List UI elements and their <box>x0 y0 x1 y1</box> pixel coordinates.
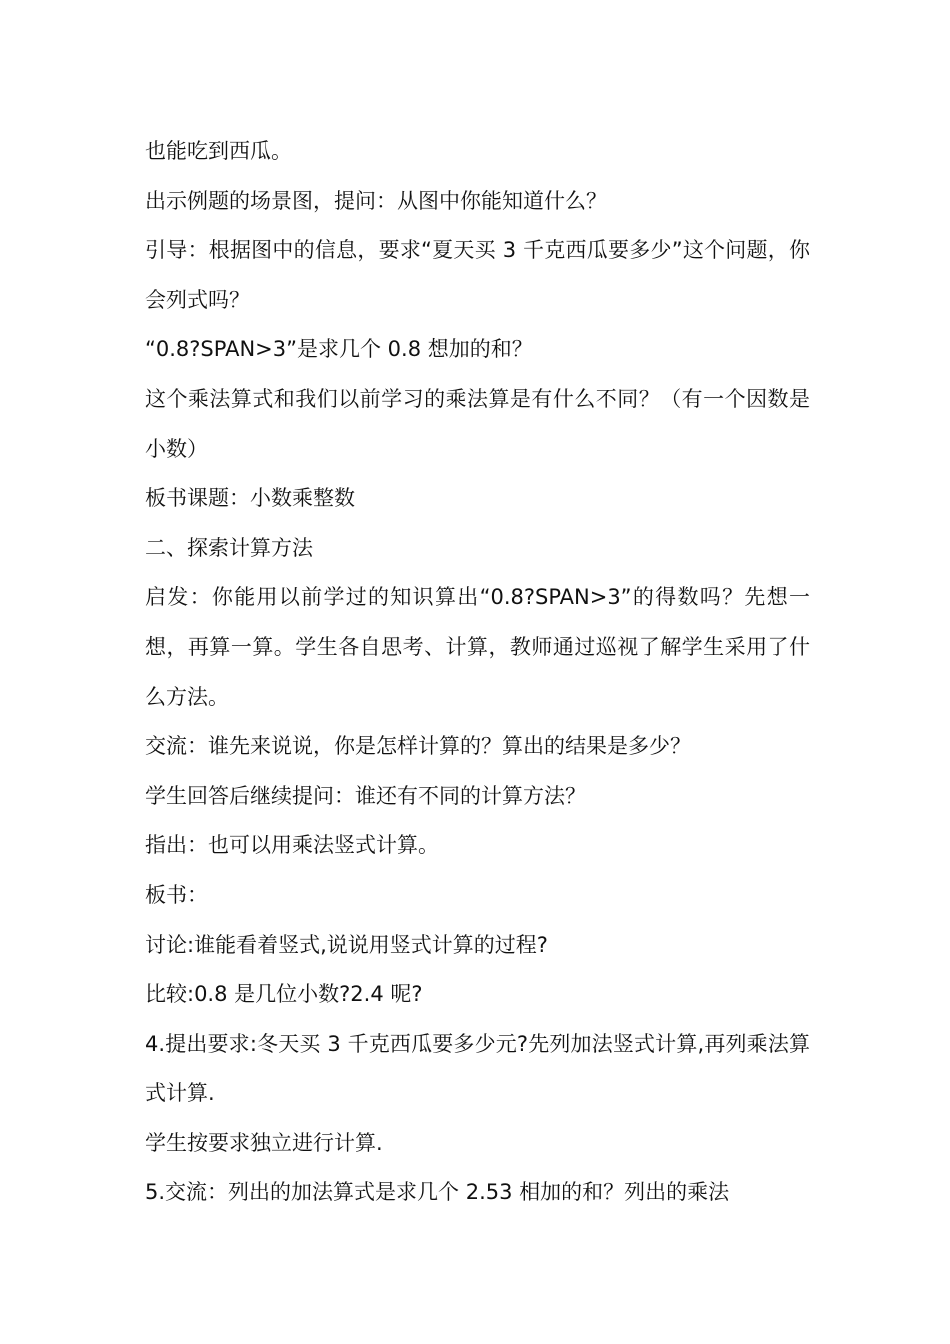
paragraph-16: 学生按要求独立进行计算. <box>145 1130 383 1155</box>
document-page <box>145 127 810 1218</box>
paragraph-11: 指出：也可以用乘法竖式计算。 <box>145 833 439 858</box>
paragraph-15: 4.提出要求:冬天买 3 千克西瓜要多少元?先列加法竖式计算,再列乘法算式计算. <box>145 1031 810 1106</box>
paragraph-12: 板书： <box>145 882 208 907</box>
paragraph-4: “0.8?SPAN>3”是求几个 0.8 想加的和？ <box>145 337 533 362</box>
paragraph-8: 启发：你能用以前学过的知识算出“0.8?SPAN>3”的得数吗？先想一想，再算一算。学生各自思考、计算，教师通过巡视了解学生采用了什么方法。 <box>145 585 810 709</box>
paragraph-14: 比较:0.8 是几位小数?2.4 呢? <box>145 982 423 1007</box>
paragraph-5: 这个乘法算式和我们以前学习的乘法算是有什么不同？（有一个因数是小数） <box>145 386 810 461</box>
paragraph-3: 引导：根据图中的信息，要求“夏天买 3 千克西瓜要多少”这个问题，你会列式吗？ <box>145 238 810 312</box>
paragraph-9: 交流：谁先来说说，你是怎样计算的？算出的结果是多少？ <box>145 734 691 759</box>
paragraph-17: 5.交流：列出的加法算式是求几个 2.53 相加的和？列出的乘法 <box>145 1180 730 1205</box>
section-heading: 二、探索计算方法 <box>145 535 313 560</box>
paragraph-6: 板书课题：小数乘整数 <box>145 486 355 511</box>
paragraph-13: 讨论:谁能看着竖式,说说用竖式计算的过程? <box>145 932 548 957</box>
paragraph-2: 出示例题的场景图，提问：从图中你能知道什么？ <box>145 188 607 213</box>
paragraph-1: 也能吃到西瓜。 <box>145 139 292 163</box>
paragraph-10: 学生回答后继续提问：谁还有不同的计算方法？ <box>145 783 586 808</box>
